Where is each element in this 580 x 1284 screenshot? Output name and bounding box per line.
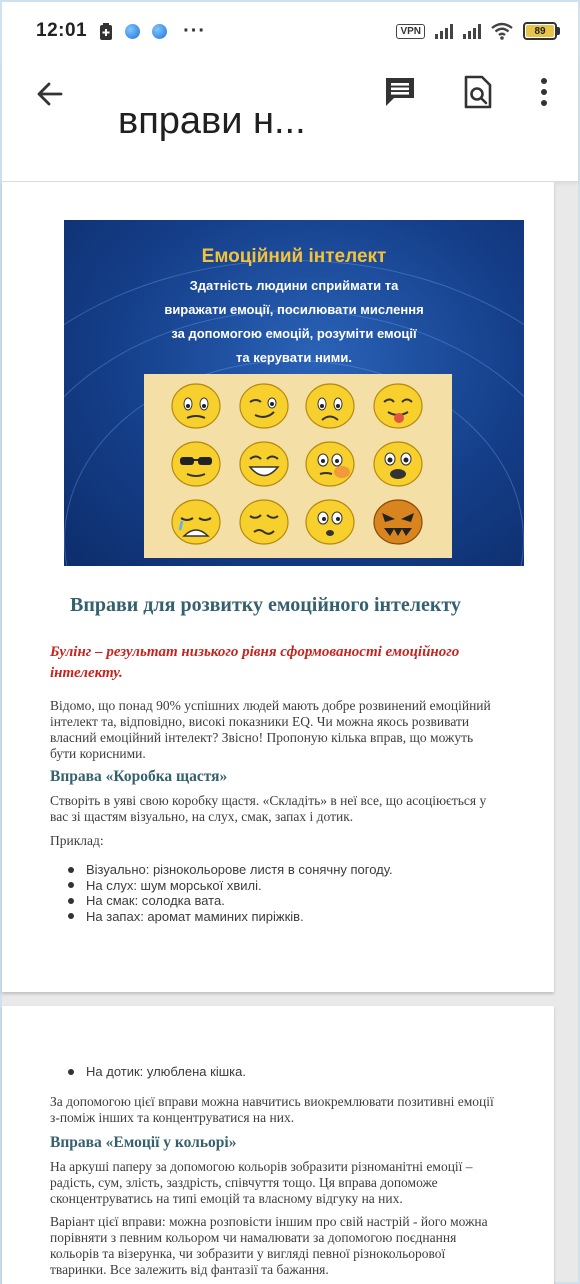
- back-button[interactable]: [30, 74, 70, 114]
- angry-face-icon: [372, 498, 424, 546]
- status-right: [396, 22, 560, 40]
- app-notification-icon: [125, 24, 140, 39]
- app-notification-icon: [152, 24, 167, 39]
- intro-paragraph: Відомо, що понад 90% успішних людей мають добре розвинений емоційний інтелект та, відповідно, високі показники EQ. Чи можна якось розвивати власний емоційний інтелект? Звісно! Пропоную кілька вправ, що можуть бути корисними.: [50, 698, 491, 761]
- arrow-back-icon: [35, 79, 65, 109]
- list-item: Візуально: різнокольорове листя в сонячну погоду.: [68, 862, 393, 878]
- exercise-1-outro: За допомогою цієї вправи можна навчитись виокремлювати позитивні емоції з-поміж інших та концентруватися на них.: [50, 1094, 494, 1125]
- exercise-1-text: Створіть в уяві свою коробку щастя. «Складіть» в неї все, що асоціюється у вас зі щастям візуально, на слух, смак, запах і дотик.: [50, 793, 487, 824]
- status-time: 12:01: [36, 20, 88, 41]
- example-label: Приклад:: [50, 833, 104, 848]
- exercise-1-list-continued: [68, 1064, 246, 1080]
- list-item: На смак: солодка вата.: [68, 893, 393, 909]
- wifi-icon: [491, 22, 513, 40]
- laughing-face-icon: [238, 440, 290, 488]
- hero-title: Емоційний інтелект: [201, 246, 387, 267]
- worried-face-icon: [170, 382, 222, 430]
- tongue-out-face-icon: [372, 382, 424, 430]
- thinking-face-icon: [304, 440, 356, 488]
- list-item: На запах: аромат маминих пиріжків.: [68, 909, 393, 925]
- shocked-face-icon: [372, 440, 424, 488]
- app-bar: [2, 60, 578, 182]
- comments-icon: [383, 75, 417, 109]
- cool-face-icon: [170, 440, 222, 488]
- emoji-panel: [144, 374, 452, 558]
- battery-saver-icon: [99, 23, 113, 40]
- document-page-2[interactable]: [2, 1006, 554, 1284]
- exercise-1-list: [68, 862, 393, 924]
- signal-icon: [435, 23, 453, 39]
- comments-button[interactable]: [380, 72, 420, 112]
- surprised-face-icon: [304, 498, 356, 546]
- battery-level: 89: [526, 25, 554, 37]
- document-title: вправи н...: [118, 100, 306, 142]
- exercise-1-title: Вправа «Коробка щастя»: [50, 768, 228, 785]
- list-item: На слух: шум морської хвилі.: [68, 878, 393, 894]
- status-bar: [2, 2, 578, 60]
- bullying-note: Булінг – результат низького рівня сформованості емоційного інтелекту.: [50, 644, 460, 681]
- sad-face-icon: [304, 382, 356, 430]
- find-in-document-button[interactable]: [458, 72, 498, 112]
- document-heading: Вправи для розвитку емоційного інтелекту: [70, 594, 461, 616]
- list-item: На дотик: улюблена кішка.: [68, 1064, 246, 1080]
- battery-icon: [523, 22, 560, 40]
- status-left: [36, 20, 206, 43]
- exercise-2-variant: Варіант цієї вправи: можна розповісти іншим про свій настрій - його можна порівняти з певним кольором чи намалювати за допомогою поєднання кольорів та візерунка, чи зобразити у вигляді певної різнокольорової тваринки. Все залежить від фантазії та бажання.: [50, 1214, 488, 1277]
- document-page-1[interactable]: [2, 182, 554, 992]
- find-in-document-icon: [463, 75, 493, 109]
- exercise-2-title: Вправа «Емоції у кольорі»: [50, 1134, 237, 1151]
- smirk-face-icon: [238, 382, 290, 430]
- more-options-button[interactable]: [524, 72, 564, 112]
- more-vert-icon: [539, 77, 549, 107]
- confused-face-icon: [238, 498, 290, 546]
- crying-face-icon: [170, 498, 222, 546]
- signal-icon: [463, 23, 481, 39]
- exercise-2-text: На аркуші паперу за допомогою кольорів зобразити різноманітні емоції – радість, сум, злість, заздрість, співчуття тощо. Ця вправа допоможе сконцентруватись на типі емоцій та власному відгуку на них.: [50, 1159, 473, 1206]
- more-notifications-icon: ···: [183, 19, 207, 42]
- vpn-badge: VPN: [396, 24, 425, 39]
- hero-image: [64, 220, 524, 566]
- hero-subtitle: Здатність людини сприймати та виражати емоції, посилювати мислення за допомогою емоцій, розуміти емоції та керувати ними.: [164, 278, 424, 365]
